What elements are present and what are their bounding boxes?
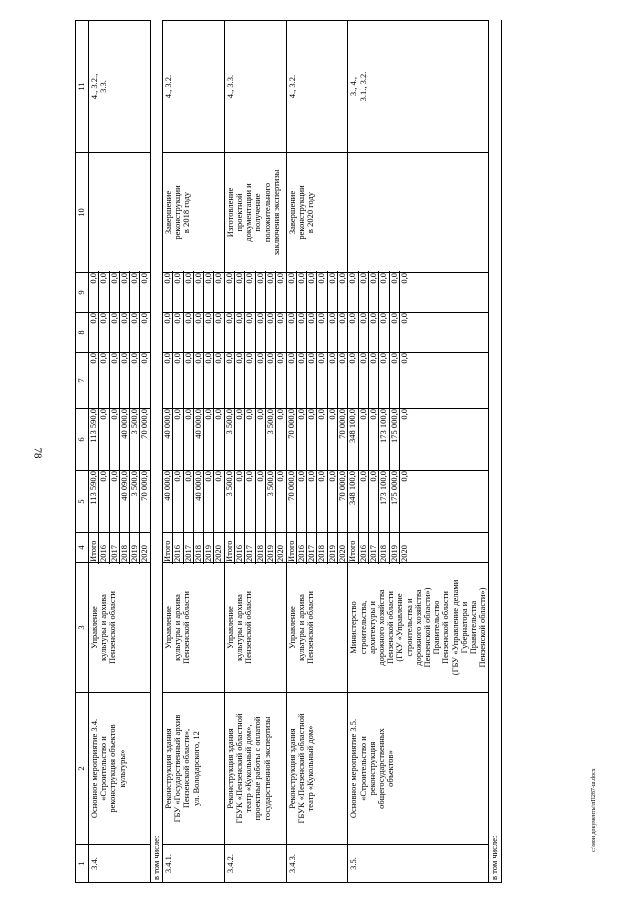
regional-budget-value: 0,0 [297, 407, 307, 472]
local-budget-value: 0,0 [390, 311, 400, 354]
total-funding-value: 0,0 [235, 469, 245, 534]
extra-budget-value: 0,0 [89, 271, 99, 314]
col-header: 1 [76, 845, 89, 883]
federal-budget-value: 0,0 [225, 351, 235, 410]
page-number: 78 [31, 447, 44, 459]
local-budget-cell [224, 313, 286, 353]
activity-name: Основное мероприятие 3.4. «Строительство и реконструкция объектов культуры» [89, 693, 151, 845]
federal-budget-value: 0,0 [110, 351, 120, 410]
year-list-value: 2016 [359, 531, 369, 564]
total-funding-cell [89, 471, 151, 533]
extra-budget-value: 0,0 [163, 271, 173, 314]
federal-budget-value: 0,0 [390, 351, 400, 410]
total-funding-value: 0,0 [213, 471, 224, 482]
total-funding-value: 3 500,0 [225, 469, 235, 534]
extra-budget-value: 0,0 [379, 271, 389, 314]
indicator-refs: 4., 3.2. [286, 21, 348, 153]
total-funding-value: 175 000,0 [390, 469, 400, 534]
federal-budget-value: 0,0 [89, 351, 99, 410]
extra-budget-value: 0,0 [287, 271, 297, 314]
extra-budget-value: 0,0 [369, 271, 379, 314]
total-funding-value: 0,0 [275, 471, 286, 482]
local-budget-cell [89, 313, 151, 353]
local-budget-value: 0,0 [369, 311, 379, 354]
regional-budget-value: 70 000,0 [287, 407, 297, 472]
regional-budget-value: 3 500,0 [225, 407, 235, 472]
executor: Управление культуры и архива Пензенской области [224, 563, 286, 693]
col-header: 6 [76, 409, 89, 471]
year-list-value: 2020 [275, 545, 286, 562]
col-header: 10 [76, 153, 89, 273]
total-funding-value: 0,0 [245, 469, 255, 534]
regional-budget-value: 3 500,0 [266, 407, 276, 472]
federal-budget-value: 0,0 [287, 351, 297, 410]
extra-budget-cell [286, 273, 348, 313]
federal-budget-value: 0,0 [235, 351, 245, 410]
regional-budget-value: 0,0 [184, 407, 194, 472]
local-budget-value: 0,0 [235, 311, 245, 354]
year-list-value: 2020 [213, 545, 224, 562]
federal-budget-value: 0,0 [194, 351, 204, 410]
regional-budget-value: 0,0 [328, 407, 338, 472]
year-list-value: 2017 [245, 531, 255, 564]
local-budget-value: 0,0 [317, 311, 327, 354]
year-list-value: 2019 [390, 531, 400, 564]
regional-budget-value: 0,0 [317, 407, 327, 472]
col-header: 4 [76, 533, 89, 563]
local-budget-cell [348, 313, 489, 353]
extra-budget-value: 0,0 [359, 271, 369, 314]
extra-budget-value: 0,0 [245, 271, 255, 314]
rotated-table-sheet [75, 21, 592, 883]
regional-budget-value: 0,0 [256, 407, 266, 472]
extra-budget-cell [162, 273, 224, 313]
local-budget-value: 0,0 [245, 311, 255, 354]
total-funding-value: 40 000,0 [194, 469, 204, 534]
extra-budget-value: 0,0 [297, 271, 307, 314]
federal-budget-value: 0,0 [369, 351, 379, 410]
federal-budget-value: 0,0 [163, 351, 173, 410]
executor: Министерство строительства, архитектуры и дорожного хозяйства Пензенской области (ГКУ «Управление строительства и дорожного хозяйства Пензенской области») Правительство Пензенской области (ГБУ «Управление делами Губернатора и Правительства Пензенской области») [348, 563, 489, 693]
extra-budget-value: 0,0 [307, 271, 317, 314]
local-budget-value: 0,0 [256, 311, 266, 354]
local-budget-cell [162, 313, 224, 353]
year-list-value: 2019 [130, 531, 140, 564]
federal-budget-value: 0,0 [256, 351, 266, 410]
total-funding-cell [162, 471, 224, 533]
activity-name: Реконструкция здания ГБУК «Пензенский областной театр «Кукольный дом», проектные работы с оплатой государственной экспертизы [224, 693, 286, 845]
year-list-value: 2016 [297, 531, 307, 564]
local-budget-value: 0,0 [120, 311, 130, 354]
local-budget-value: 0,0 [194, 311, 204, 354]
federal-budget-value: 0,0 [297, 351, 307, 410]
year-list-value: 2018 [194, 531, 204, 564]
year-list-value: Итого [348, 531, 358, 564]
total-funding-value: 3 500,0 [130, 469, 140, 534]
federal-budget-value: 0,0 [139, 353, 150, 364]
in-that-number-label: в том числе: [489, 21, 501, 883]
year-list-value: 2016 [235, 531, 245, 564]
regional-budget-cell [224, 409, 286, 471]
total-funding-value: 0,0 [110, 469, 120, 534]
federal-budget-value: 0,0 [130, 351, 140, 410]
total-funding-value: 0,0 [398, 471, 409, 482]
year-list-cell [286, 533, 348, 563]
total-funding-value: 348 100,0 [348, 469, 358, 534]
regional-budget-value: 0,0 [245, 407, 255, 472]
executor: Управление культуры и архива Пензенской области [162, 563, 224, 693]
extra-budget-value: 0,0 [204, 271, 214, 314]
year-list-value: 2020 [337, 545, 348, 562]
year-list-value: 2017 [184, 531, 194, 564]
row-number: 3.4.2. [224, 845, 286, 883]
local-budget-value: 0,0 [139, 313, 150, 324]
col-header: 5 [76, 471, 89, 533]
regional-budget-value: 0,0 [204, 407, 214, 472]
col-header: 11 [76, 21, 89, 153]
federal-budget-cell [286, 353, 348, 409]
year-list-value: 2017 [369, 531, 379, 564]
executor: Управление культуры и архива Пензенской области [286, 563, 348, 693]
regional-budget-value: 173 100,0 [379, 407, 389, 472]
activity-name: Реконструкция здания ГБУ «Государственный архив Пензенской области», ул. Володарского, 12 [162, 693, 224, 845]
year-list-value: Итого [287, 531, 297, 564]
local-budget-value: 0,0 [348, 311, 358, 354]
local-budget-value: 0,0 [328, 311, 338, 354]
total-funding-cell [224, 471, 286, 533]
local-budget-value: 0,0 [398, 313, 409, 324]
expected-result: Завершение реконструкции в 2020 году [286, 153, 348, 273]
total-funding-value: 0,0 [184, 469, 194, 534]
regional-budget-cell [348, 409, 489, 471]
total-funding-cell [286, 471, 348, 533]
col-header: 9 [76, 273, 89, 313]
total-funding-value: 0,0 [328, 469, 338, 534]
subheading-row [150, 21, 162, 883]
total-funding-value: 0,0 [359, 469, 369, 534]
extra-budget-value: 0,0 [130, 271, 140, 314]
total-funding-value: 0,0 [173, 469, 183, 534]
program-table [75, 20, 502, 883]
table-row [286, 21, 348, 883]
total-funding-value: 3 500,0 [266, 469, 276, 534]
subheading-row [489, 21, 501, 883]
expected-result: Изготовление проектной документации и получение положительного заключения экспертизы [224, 153, 286, 273]
federal-budget-cell [224, 353, 286, 409]
regional-budget-cell [162, 409, 224, 471]
indicator-refs: 4., 3.2., 3.3. [89, 21, 151, 153]
year-list-cell [224, 533, 286, 563]
row-number: 3.4.1. [162, 845, 224, 883]
regional-budget-value: 0,0 [99, 407, 109, 472]
year-list-value: 2018 [317, 531, 327, 564]
local-budget-value: 0,0 [173, 311, 183, 354]
year-list-value: 2018 [120, 531, 130, 564]
total-funding-value: 113 590,0 [89, 469, 99, 534]
total-funding-value: 173 100,0 [379, 469, 389, 534]
federal-budget-cell [348, 353, 489, 409]
regional-budget-value: 70 000,0 [139, 409, 150, 439]
extra-budget-value: 0,0 [120, 271, 130, 314]
year-list-value: 2016 [99, 531, 109, 564]
year-list-value: 2019 [204, 531, 214, 564]
regional-budget-value: 0,0 [173, 407, 183, 472]
local-budget-cell [286, 313, 348, 353]
extra-budget-cell [89, 273, 151, 313]
extra-budget-value: 0,0 [235, 271, 245, 314]
year-list-value: 2019 [328, 531, 338, 564]
local-budget-value: 0,0 [297, 311, 307, 354]
federal-budget-value: 0,0 [359, 351, 369, 410]
federal-budget-value: 0,0 [275, 353, 286, 364]
extra-budget-value: 0,0 [184, 271, 194, 314]
total-funding-value: 70 000,0 [139, 471, 150, 501]
federal-budget-cell [89, 353, 151, 409]
local-budget-value: 0,0 [110, 311, 120, 354]
year-list-value: 2018 [256, 531, 266, 564]
extra-budget-value: 0,0 [348, 271, 358, 314]
total-funding-value: 0,0 [256, 469, 266, 534]
year-list-value: 2020 [398, 545, 409, 562]
federal-budget-value: 0,0 [213, 353, 224, 364]
table-row [348, 21, 489, 883]
federal-budget-value: 0,0 [379, 351, 389, 410]
year-list-value: 2018 [379, 531, 389, 564]
regional-budget-value: 40 000,0 [120, 407, 130, 472]
table-row [89, 21, 151, 883]
local-budget-value: 0,0 [307, 311, 317, 354]
extra-budget-value: 0,0 [256, 271, 266, 314]
federal-budget-value: 0,0 [317, 351, 327, 410]
extra-budget-cell [348, 273, 489, 313]
local-budget-value: 0,0 [204, 311, 214, 354]
local-budget-value: 0,0 [266, 311, 276, 354]
local-budget-value: 0,0 [287, 311, 297, 354]
regional-budget-value: 175 000,0 [390, 407, 400, 472]
year-list-value: Итого [163, 531, 173, 564]
col-header: 7 [76, 353, 89, 409]
row-number: 3.4.3. [286, 845, 348, 883]
regional-budget-value: 113 590,0 [89, 407, 99, 472]
year-list-cell [162, 533, 224, 563]
federal-budget-value: 0,0 [398, 353, 409, 364]
extra-budget-value: 0,0 [328, 271, 338, 314]
regional-budget-cell [89, 409, 151, 471]
total-funding-value: 70 000,0 [287, 469, 297, 534]
federal-budget-value: 0,0 [348, 351, 358, 410]
extra-budget-value: 0,0 [194, 271, 204, 314]
year-list-value: Итого [89, 531, 99, 564]
expected-result [348, 153, 489, 273]
local-budget-value: 0,0 [163, 311, 173, 354]
extra-budget-value: 0,0 [317, 271, 327, 314]
activity-name: Основное мероприятие 3.5. «Строительство и реконструкция общегосударственных объектов» [348, 693, 489, 845]
activity-name: Реконструкция здания ГБУК «Пензенский областной театр «Кукольный дом» [286, 693, 348, 845]
local-budget-value: 0,0 [337, 313, 348, 324]
local-budget-value: 0,0 [213, 313, 224, 324]
regional-budget-cell [286, 409, 348, 471]
row-number: 3.5. [348, 845, 489, 883]
federal-budget-value: 0,0 [266, 351, 276, 410]
regional-budget-value: 40 000,0 [163, 407, 173, 472]
federal-budget-value: 0,0 [120, 351, 130, 410]
regional-budget-value: 0,0 [275, 409, 286, 420]
total-funding-value: 70 000,0 [337, 471, 348, 501]
total-funding-value: 0,0 [307, 469, 317, 534]
footer-file-path: c:\мои документы\пП287-ш.docx [591, 768, 597, 852]
total-funding-value: 0,0 [99, 469, 109, 534]
extra-budget-value: 0,0 [390, 271, 400, 314]
extra-budget-value: 0,0 [173, 271, 183, 314]
total-funding-value: 0,0 [204, 469, 214, 534]
year-list-value: 2020 [139, 545, 150, 562]
total-funding-value: 40 090,0 [120, 469, 130, 534]
federal-budget-value: 0,0 [173, 351, 183, 410]
regional-budget-value: 0,0 [110, 407, 120, 472]
federal-budget-value: 0,0 [99, 351, 109, 410]
total-funding-value: 0,0 [317, 469, 327, 534]
regional-budget-value: 0,0 [369, 407, 379, 472]
federal-budget-value: 0,0 [307, 351, 317, 410]
year-list-cell [89, 533, 151, 563]
extra-budget-value: 0,0 [139, 273, 150, 284]
header-row [76, 21, 89, 883]
row-number: 3.4. [89, 845, 151, 883]
executor: Управление культуры и архива Пензенской области [89, 563, 151, 693]
table-row [162, 21, 224, 883]
col-header: 2 [76, 693, 89, 845]
local-budget-value: 0,0 [275, 313, 286, 324]
expected-result: Завершение реконструкции в 2018 году [162, 153, 224, 273]
federal-budget-value: 0,0 [328, 351, 338, 410]
federal-budget-cell [162, 353, 224, 409]
federal-budget-value: 0,0 [245, 351, 255, 410]
col-header: 8 [76, 313, 89, 353]
federal-budget-value: 0,0 [337, 353, 348, 364]
regional-budget-value: 0,0 [213, 409, 224, 420]
extra-budget-value: 0,0 [337, 273, 348, 284]
regional-budget-value: 3 500,0 [130, 407, 140, 472]
extra-budget-value: 0,0 [275, 273, 286, 284]
extra-budget-value: 0,0 [99, 271, 109, 314]
year-list-value: 2019 [266, 531, 276, 564]
year-list-value: 2017 [307, 531, 317, 564]
local-budget-value: 0,0 [130, 311, 140, 354]
extra-budget-value: 0,0 [266, 271, 276, 314]
federal-budget-value: 0,0 [184, 351, 194, 410]
regional-budget-value: 0,0 [398, 409, 409, 420]
local-budget-value: 0,0 [184, 311, 194, 354]
extra-budget-value: 0,0 [213, 273, 224, 284]
total-funding-cell [348, 471, 489, 533]
regional-budget-value: 348 100,0 [348, 407, 358, 472]
local-budget-value: 0,0 [359, 311, 369, 354]
indicator-refs: 4., 3.3. [224, 21, 286, 153]
extra-budget-value: 0,0 [225, 271, 235, 314]
col-header: 3 [76, 563, 89, 693]
regional-budget-value: 0,0 [307, 407, 317, 472]
year-list-value: 2016 [173, 531, 183, 564]
year-list-value: Итого [225, 531, 235, 564]
indicator-refs: 4., 3.2. [162, 21, 224, 153]
year-list-cell [348, 533, 489, 563]
local-budget-value: 0,0 [225, 311, 235, 354]
expected-result [89, 153, 151, 273]
regional-budget-value: 0,0 [359, 407, 369, 472]
federal-budget-value: 0,0 [204, 351, 214, 410]
year-list-value: 2017 [110, 531, 120, 564]
regional-budget-value: 70 000,0 [337, 409, 348, 439]
extra-budget-value: 0,0 [398, 273, 409, 284]
local-budget-value: 0,0 [89, 311, 99, 354]
local-budget-value: 0,0 [379, 311, 389, 354]
table-row [224, 21, 286, 883]
total-funding-value: 40 000,0 [163, 469, 173, 534]
regional-budget-value: 40 000,0 [194, 407, 204, 472]
indicator-refs: 3., 4., 3.1., 3.2. [348, 21, 489, 153]
regional-budget-value: 0,0 [235, 407, 245, 472]
total-funding-value: 0,0 [369, 469, 379, 534]
extra-budget-cell [224, 273, 286, 313]
total-funding-value: 0,0 [297, 469, 307, 534]
extra-budget-value: 0,0 [110, 271, 120, 314]
in-that-number-label: в том числе: [150, 21, 162, 883]
local-budget-value: 0,0 [99, 311, 109, 354]
